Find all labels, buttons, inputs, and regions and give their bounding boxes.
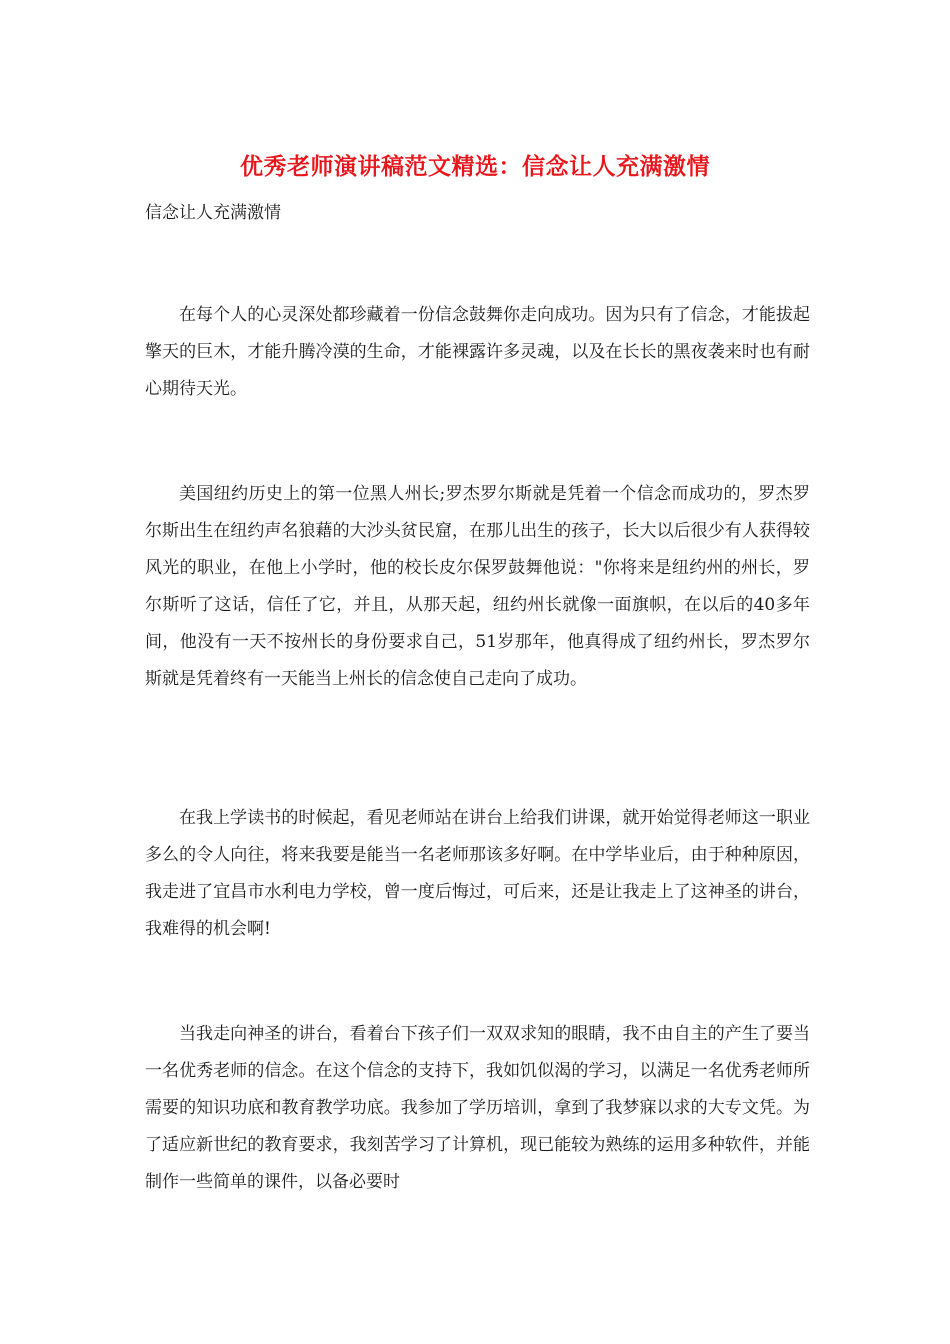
document-title: 优秀老师演讲稿范文精选：信念让人充满激情 xyxy=(240,153,710,180)
document-subtitle: 信念让人充满激情 xyxy=(145,203,281,223)
paragraph: 美国纽约历史上的第一位黑人州长;罗杰罗尔斯就是凭着一个信念而成功的，罗杰罗尔斯出生在纽约声名狼藉的大沙头贫民窟，在那儿出生的孩子，长大以后很少有人获得较风光的职业，在他上小学时，他的校长皮尔保罗鼓舞他说："你将来是纽约州的州长，罗尔斯听了这话，信任了它，并且，从那天起，纽约州长就像一面旗帜，在以后的40多年间，他没有一天不按州长的身份要求自己，51岁那年，他真得成了纽约州长，罗杰罗尔斯就是凭着终有一天能当上州长的信念使自己走向了成功。 xyxy=(145,484,810,689)
paragraph: 在我上学读书的时候起，看见老师站在讲台上给我们讲课，就开始觉得老师这一职业多么的令人向往，将来我要是能当一名老师那该多好啊。在中学毕业后，由于种种原因，我走进了宜昌市水利电力学校，曾一度后悔过，可后来，还是让我走上了这神圣的讲台，我难得的机会啊! xyxy=(145,808,810,939)
paragraph: 当我走向神圣的讲台，看着台下孩子们一双双求知的眼睛，我不由自主的产生了要当一名优秀老师的信念。在这个信念的支持下，我如饥似渴的学习，以满足一名优秀老师所需要的知识功底和教育教学功底。我参加了学历培训，拿到了我梦寐以求的大专文凭。为了适应新世纪的教育要求，我刻苦学习了计算机，现已能较为熟练的运用多种软件，并能制作一些简单的课件，以备必要时 xyxy=(145,1024,810,1192)
paragraph: 在每个人的心灵深处都珍藏着一份信念鼓舞你走向成功。因为只有了信念，才能拔起擎天的巨木，才能升腾冷漠的生命，才能裸露许多灵魂，以及在长长的黑夜袭来时也有耐心期待天光。 xyxy=(145,305,810,399)
